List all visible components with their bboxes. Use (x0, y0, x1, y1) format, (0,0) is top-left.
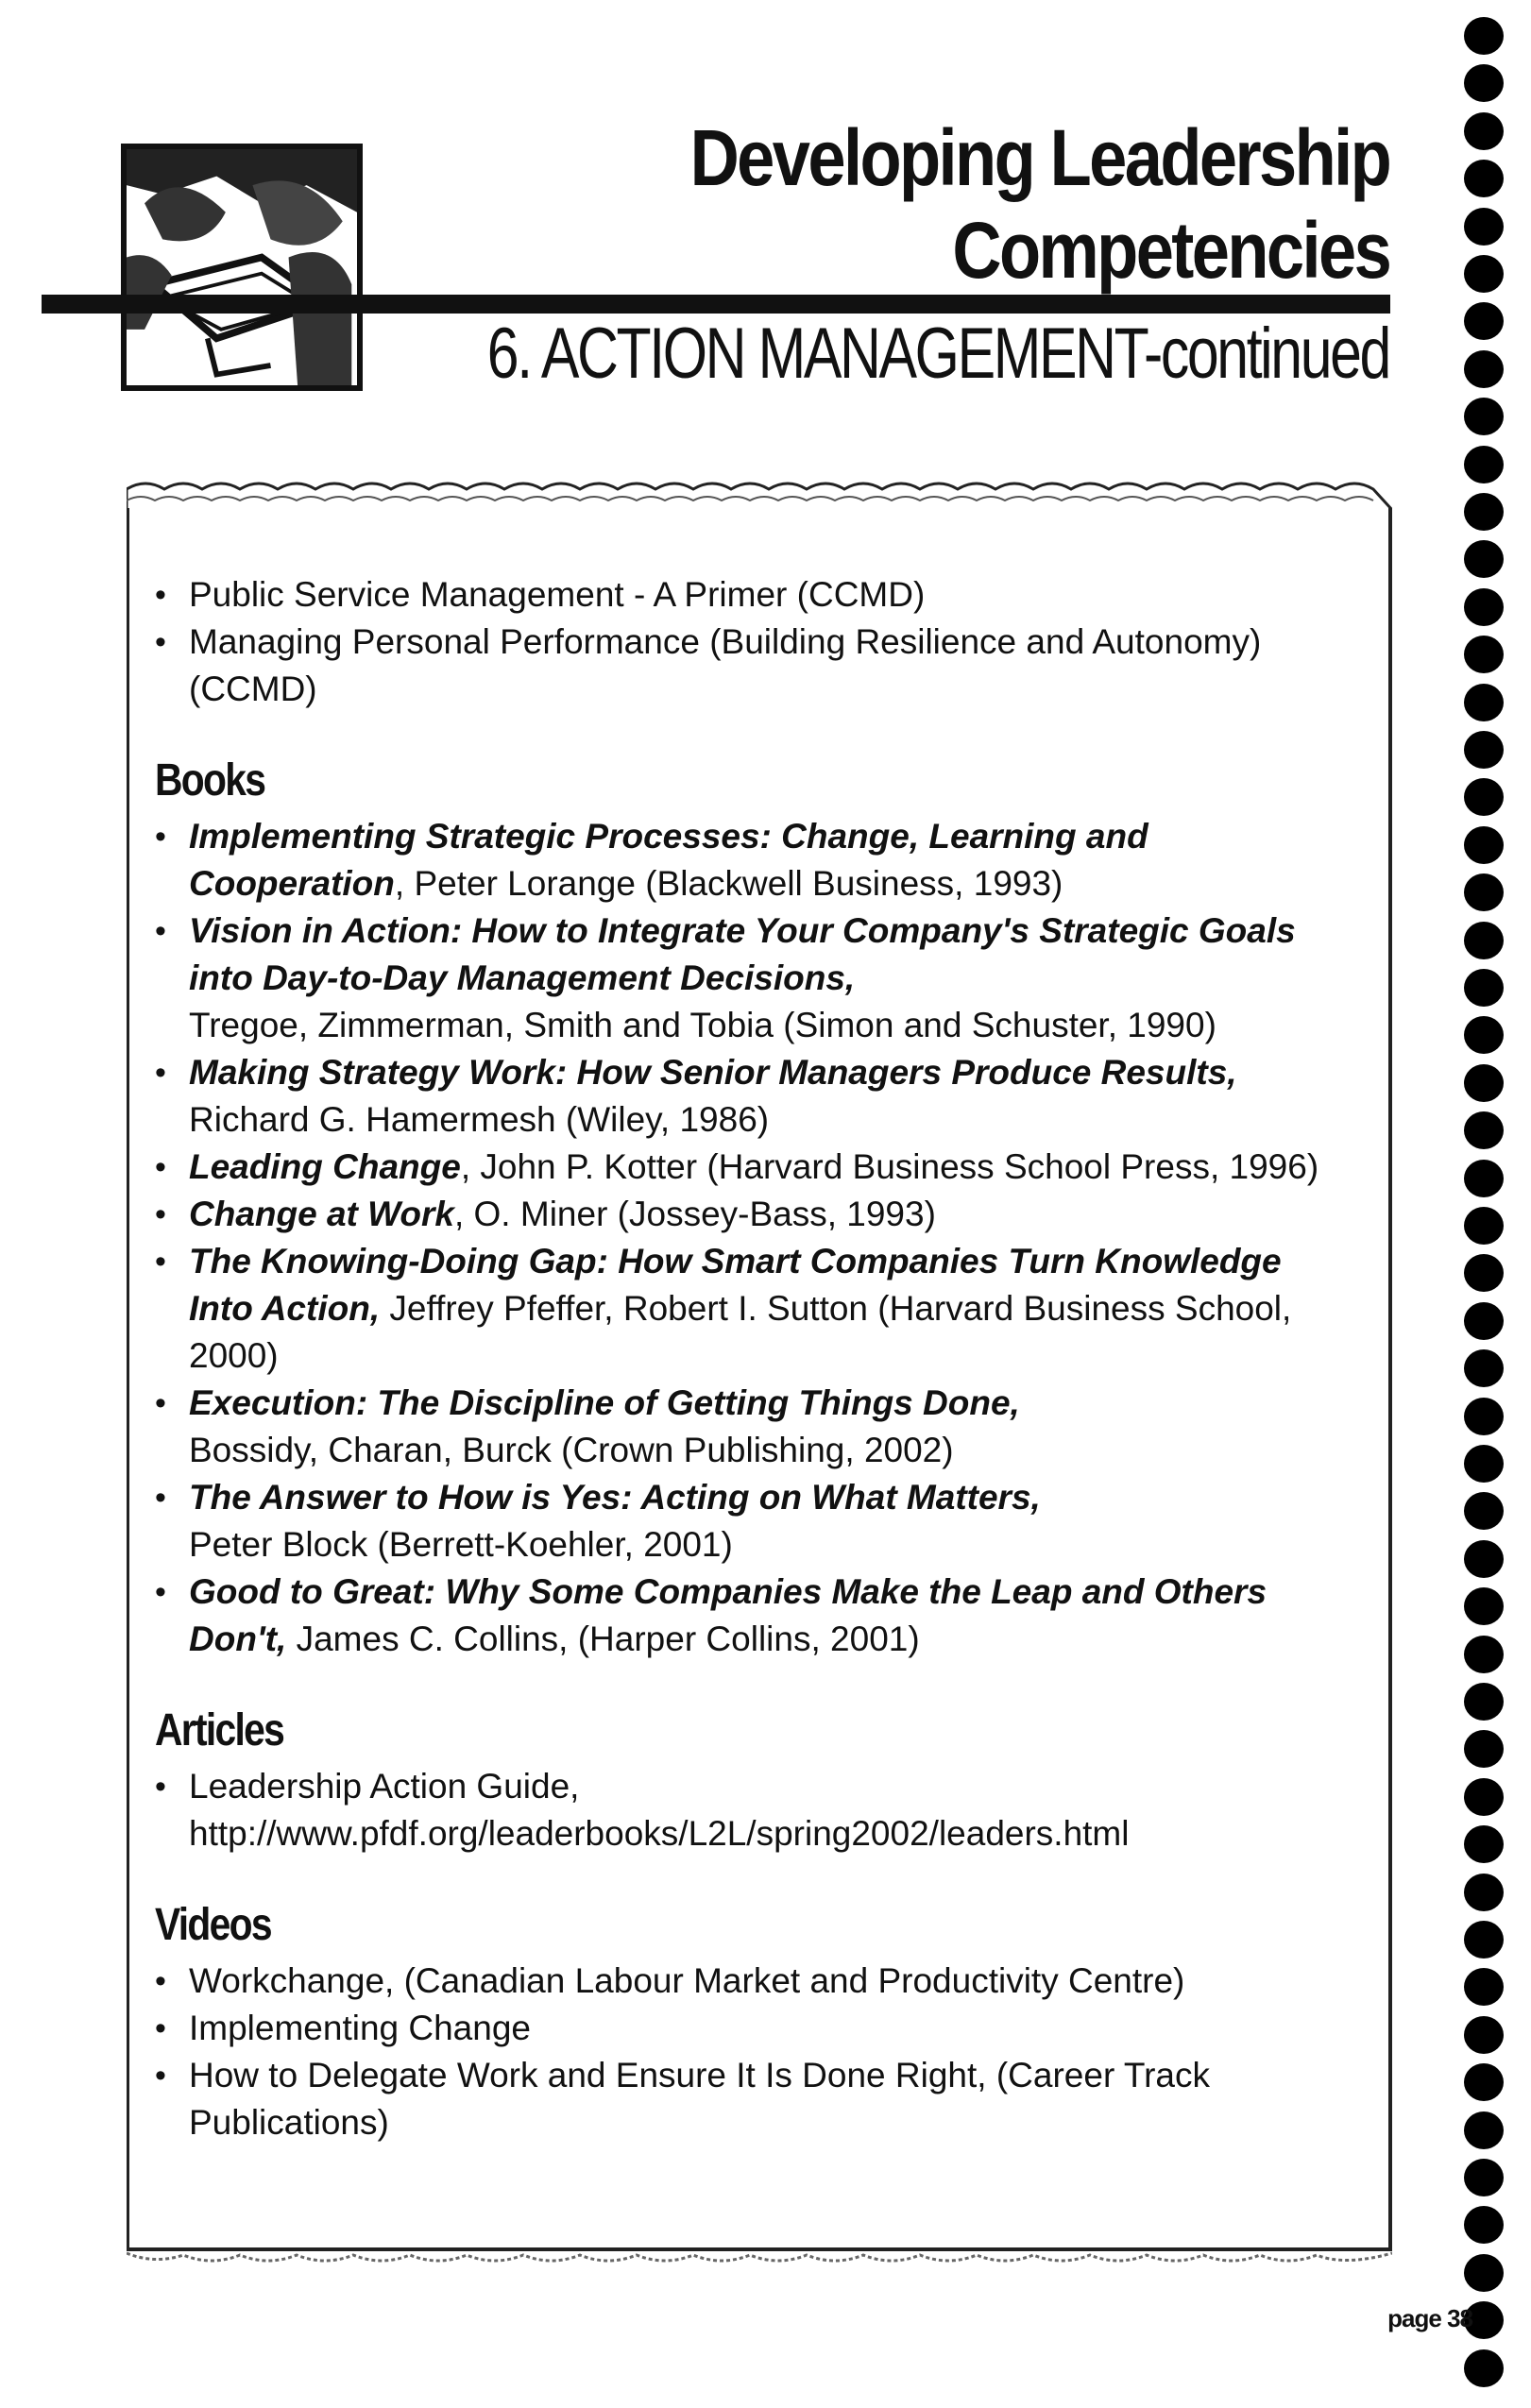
article-title: • Leadership Action Guide, (189, 1767, 580, 1806)
book-item (155, 1569, 1354, 1663)
spiral-binding (1454, 17, 1511, 2397)
book-title: The Knowing-Doing Gap: How Smart Companies Turn Knowledge Into Action (189, 1242, 1282, 1328)
book-and-hands-illustration-icon (127, 149, 357, 385)
binding-hole (1464, 160, 1504, 197)
videos-heading: Videos (155, 1900, 271, 1950)
binding-hole (1464, 112, 1504, 150)
binding-hole (1464, 1874, 1504, 1911)
binding-hole (1464, 1207, 1504, 1245)
articles-heading: Articles (155, 1705, 284, 1755)
video-item: • Implementing Change (155, 2005, 1354, 2052)
binding-hole (1464, 1445, 1504, 1483)
book-sep: , (1010, 1383, 1020, 1422)
books-list (155, 813, 1354, 1663)
binding-hole (1464, 493, 1504, 531)
binding-hole (1464, 636, 1504, 673)
binding-hole (1464, 1921, 1504, 1959)
binding-hole (1464, 826, 1504, 864)
torn-edge-top (127, 472, 1392, 512)
binding-hole (1464, 873, 1504, 911)
binding-hole (1464, 2111, 1504, 2149)
book-item (155, 1238, 1354, 1380)
book-details: John P. Kotter (Harvard Business School Press, 1996) (470, 1147, 1319, 1186)
binding-hole (1464, 1730, 1504, 1768)
binding-hole (1464, 17, 1504, 55)
book-title: Good to Great: Why Some Companies Make the Leap and Others Don't (189, 1572, 1267, 1658)
logo-illustration (121, 144, 363, 391)
binding-hole (1464, 1587, 1504, 1625)
book-sep: , (453, 1195, 465, 1233)
list-item: • Public Service Management - A Primer (CCMD) (155, 571, 1354, 619)
binding-hole (1464, 1492, 1504, 1530)
book-item (155, 1144, 1354, 1191)
book-details: O. Miner (Jossey-Bass, 1993) (464, 1195, 936, 1233)
book-item (155, 907, 1354, 1049)
book-item (155, 1191, 1354, 1238)
binding-hole (1464, 1349, 1504, 1387)
video-item: • Workchange, (Canadian Labour Market and Productivity Centre) (155, 1958, 1354, 2005)
title-line-1: Developing Leadership (689, 113, 1389, 202)
book-item (155, 1380, 1354, 1474)
header-rule (42, 295, 1390, 314)
binding-hole (1464, 1540, 1504, 1578)
articles-list (155, 1763, 1354, 1857)
binding-hole (1464, 778, 1504, 816)
book-title: Execution: The Discipline of Getting Things Done (189, 1383, 1011, 1422)
binding-hole (1464, 2254, 1504, 2292)
binding-hole (1464, 731, 1504, 769)
article-item (155, 1763, 1354, 1857)
book-title: Change at Work (189, 1195, 454, 1233)
books-heading: Books (155, 755, 265, 805)
binding-hole (1464, 302, 1504, 340)
content-list (155, 571, 1354, 2146)
binding-hole (1464, 64, 1504, 102)
binding-hole (1464, 1064, 1504, 1102)
binding-hole (1464, 1398, 1504, 1435)
binding-hole (1464, 2206, 1504, 2244)
book-details: James C. Collins, (Harper Collins, 2001) (286, 1619, 920, 1658)
binding-hole (1464, 1636, 1504, 1673)
binding-hole (1464, 398, 1504, 435)
binding-hole (1464, 588, 1504, 626)
article-url: http://www.pfdf.org/leaderbooks/L2L/spring2002/leaders.html (189, 1814, 1130, 1853)
book-details: Jeffrey Pfeffer, Robert I. Sutton (Harvard Business School, 2000) (189, 1289, 1292, 1375)
binding-hole (1464, 2016, 1504, 2054)
binding-hole (1464, 684, 1504, 721)
book-item (155, 1049, 1354, 1144)
intro-list (155, 571, 1354, 713)
videos-list (155, 1958, 1354, 2146)
section-subtitle: 6. ACTION MANAGEMENT-continued (486, 314, 1389, 394)
book-sep: , (1030, 1478, 1041, 1517)
book-details: Richard G. Hamermesh (Wiley, 1986) (189, 1100, 770, 1139)
book-sep: , (277, 1619, 287, 1658)
book-sep: , (460, 1147, 471, 1186)
book-title: Implementing Strategic Processes: Change, Learning and Cooperation (189, 817, 1148, 903)
book-title: The Answer to How is Yes: Acting on What Matters (189, 1478, 1031, 1517)
book-title: Leading Change (189, 1147, 461, 1186)
book-sep: , (844, 958, 856, 997)
binding-hole (1464, 446, 1504, 483)
binding-hole (1464, 1968, 1504, 2006)
list-item: • Managing Personal Performance (Building Resilience and Autonomy) (CCMD) (155, 619, 1354, 713)
book-details: Bossidy, Charan, Burck (Crown Publishing, 2002) (189, 1431, 954, 1469)
book-details: Peter Lorange (Blackwell Business, 1993) (404, 864, 1063, 903)
book-sep: , (369, 1289, 381, 1328)
binding-hole (1464, 2159, 1504, 2196)
book-details: Tregoe, Zimmerman, Smith and Tobia (Simon and Schuster, 1990) (189, 1006, 1216, 1044)
book-item (155, 813, 1354, 907)
page-number: page 38 (1387, 2304, 1472, 2332)
binding-hole (1464, 2063, 1504, 2101)
binding-hole (1464, 540, 1504, 578)
torn-edge-bottom (127, 2247, 1392, 2276)
binding-hole (1464, 2349, 1504, 2387)
binding-hole (1464, 1825, 1504, 1863)
binding-hole (1464, 1683, 1504, 1721)
binding-hole (1464, 1778, 1504, 1816)
binding-hole (1464, 1160, 1504, 1197)
book-title: Vision in Action: How to Integrate Your Company's Strategic Goals into Day-to-Day Management Decisions (189, 911, 1296, 997)
binding-hole (1464, 1111, 1504, 1149)
title-line-2: Competencies (952, 206, 1389, 295)
binding-hole (1464, 922, 1504, 959)
binding-hole (1464, 208, 1504, 246)
book-sep: , (394, 864, 405, 903)
book-title: Making Strategy Work: How Senior Managers Produce Results (189, 1053, 1228, 1092)
binding-hole (1464, 1302, 1504, 1340)
video-item: • How to Delegate Work and Ensure It Is Done Right, (Career Track Publications) (155, 2052, 1354, 2146)
binding-hole (1464, 969, 1504, 1007)
book-sep: , (1227, 1053, 1237, 1092)
book-details: Peter Block (Berrett-Koehler, 2001) (189, 1525, 733, 1564)
binding-hole (1464, 350, 1504, 388)
binding-hole (1464, 255, 1504, 293)
page-title (576, 111, 1389, 297)
book-item (155, 1474, 1354, 1569)
binding-hole (1464, 1016, 1504, 1054)
binding-hole (1464, 1254, 1504, 1292)
